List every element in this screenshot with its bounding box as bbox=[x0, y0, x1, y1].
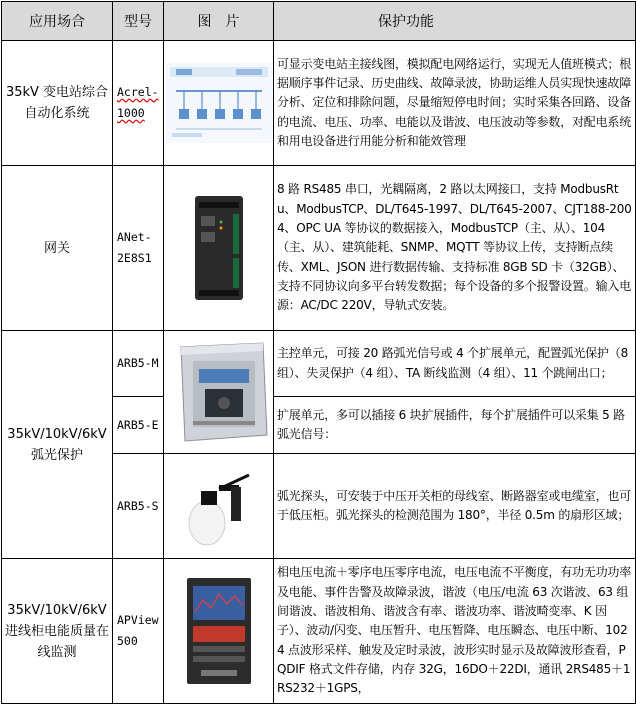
model-cell: APView 500 bbox=[113, 559, 164, 704]
model-cell: ARB5-M bbox=[113, 331, 164, 397]
table-row bbox=[2, 331, 636, 397]
header-model: 型号 bbox=[113, 2, 164, 41]
function-text: 8 路 RS485 串口，光耦隔离，2 路以太网接口，支持 ModbusRtu、ModbusTCP、DL/T645-1997、DL/T645-2007、CJT188-2004、OPC UA 等协议的数据接入，ModbusTCP（主、从）、104（主、从）、建筑能耗、SNMP、MQTT 等协议上传，支持断点续传、XML、JSON 进行数据传输、支持标准 8GB SD 卡（32GB）、支持不同协议向多平台转发数据；每个设备的多个报警设置。输入电源：AC/DC 220V，导轨式安装。 bbox=[277, 182, 632, 313]
model-cell: ARB5-E bbox=[113, 397, 164, 454]
power-quality-monitor-image bbox=[164, 559, 274, 704]
header-row bbox=[2, 2, 636, 41]
product-table bbox=[1, 1, 636, 704]
function-cell: 相电压电流＋零序电压零序电流，电压电流不平衡度，有功无功功率及电能、事件告警及故障录波，谐波（电压/电流 63 次谐波、63 组间谐波、谐波相角、谐波含有率、谐波功率、谐波畸变率、K 因子）、波动/闪变、电压暂升、电压暂降、电压瞬态、电压中断、1024 点波形采样、触发及定时录波，波形实时显示及故障波形查看，PQDIF 格式文件存储，内存 32G，16DO＋22DI，通讯 2RS485＋1RS232＋1GPS， bbox=[274, 559, 636, 704]
scene-cell: 35kV/10kV/6kV 进线柜电能质量在线监测 bbox=[2, 559, 113, 704]
header-function: 保护功能 bbox=[274, 2, 636, 41]
scene-cell: 35kV/10kV/6kV 弧光保护 bbox=[2, 331, 113, 559]
scene-cell: 网关 bbox=[2, 166, 113, 331]
header-image: 图 片 bbox=[164, 2, 274, 41]
function-cell: 扩展单元，多可以插接 6 块扩展插件，每个扩展插件可以采集 5 路弧光信号： bbox=[274, 397, 636, 454]
scene-cell: 35kV 变电站综合自动化系统 bbox=[2, 41, 113, 166]
model-cell: ANet-2E8S1 bbox=[113, 166, 164, 331]
function-cell: 可显示变电站主接线图，模拟配电网络运行，实现无人值班模式；根据顺序事件记录、历史曲线、故障录波，协助运维人员实现快速故障分析、定位和排除问题，尽量缩短停电时间；实时采集各回路、设备的电流、电压、功率、电能以及谐波、电压波动等参数，对配电系统和用电设备进行用能分析和能效管理 bbox=[274, 41, 636, 166]
gateway-device-image bbox=[164, 166, 274, 331]
model-cell bbox=[113, 41, 164, 166]
arc-probe-image bbox=[164, 454, 274, 559]
table-row bbox=[2, 559, 636, 704]
table-row bbox=[2, 41, 636, 166]
function-cell: 弧光探头，可安装于中压开关柜的母线室、断路器室或电缆室，也可于低压柜。弧光探头的检测范围为 180°，半径 0.5m 的扇形区域； bbox=[274, 454, 636, 559]
function-cell: 主控单元，可接 20 路弧光信号或 4 个扩展单元，配置弧光保护（8 组）、失灵保护（4 组）、TA 断线监测（4 组）、11 个跳闸出口； bbox=[274, 331, 636, 397]
model-name: Acrel-1000 bbox=[117, 85, 159, 120]
header-scene: 应用场合 bbox=[2, 2, 113, 41]
table-row bbox=[2, 166, 636, 331]
function-cell bbox=[274, 166, 636, 331]
model-cell: ARB5-S bbox=[113, 454, 164, 559]
arc-protection-unit-image bbox=[164, 331, 274, 454]
system-diagram-image bbox=[164, 41, 274, 166]
